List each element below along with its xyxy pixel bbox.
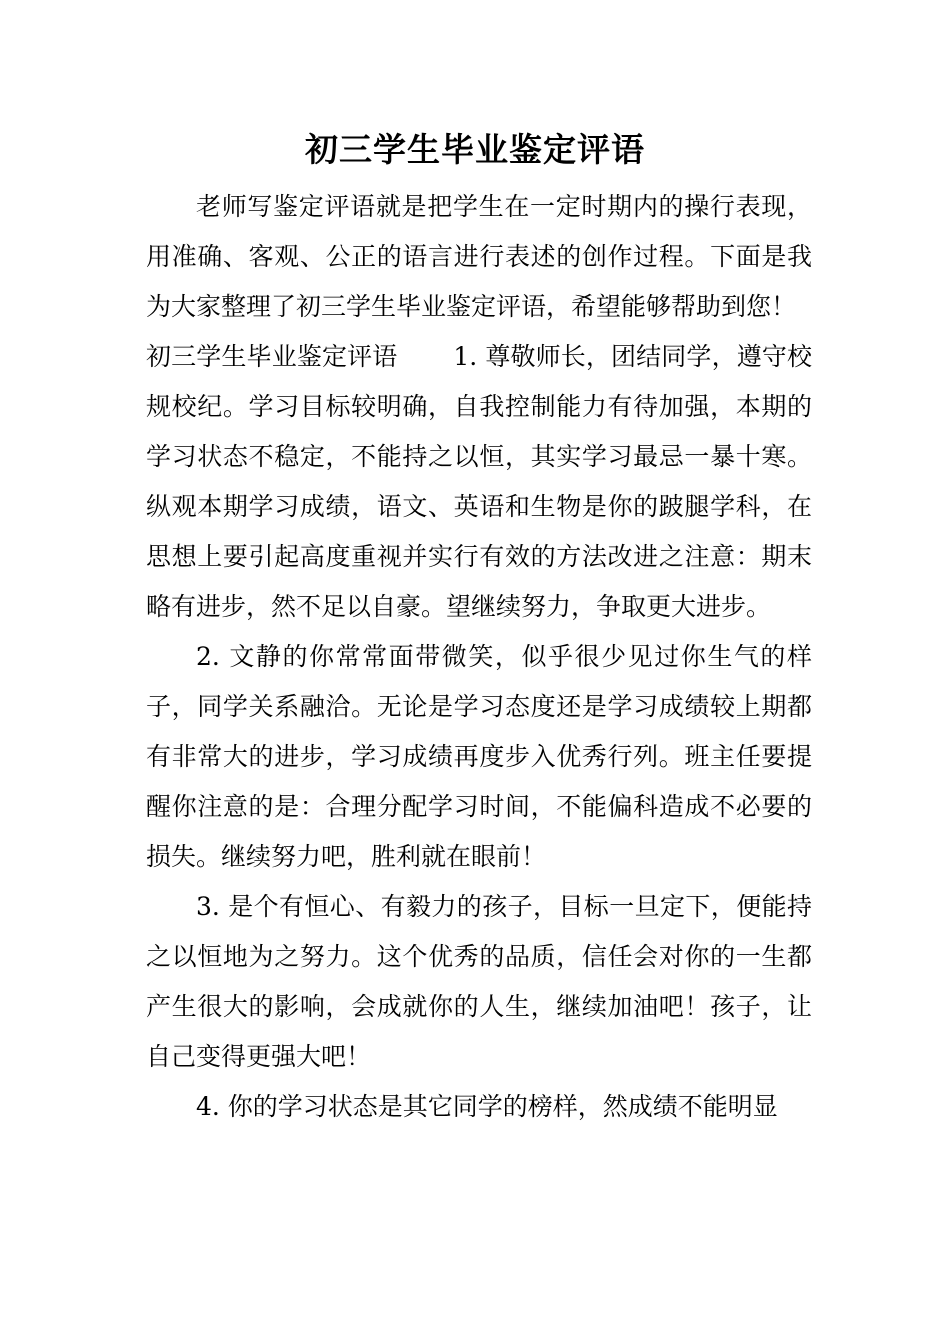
comment-item-4: 4. 你的学习状态是其它同学的榜样，然成绩不能明显: [196, 1092, 778, 1121]
section-heading: 初三学生毕业鉴定评语: [146, 342, 398, 371]
comment-item-3: 3. 是个有恒心、有毅力的孩子，目标一旦定下，便能持之以恒地为之努力。这个优秀的品质，信任会对你的一生都产生很大的影响，会成就你的人生，继续加油吧！孩子，让自己变得更强大吧！: [146, 892, 812, 1071]
intro-paragraph: 老师写鉴定评语就是把学生在一定时期内的操行表现，用准确、客观、公正的语言进行表述的创作过程。下面是我为大家整理了初三学生毕业鉴定评语，希望能够帮助到您！: [146, 192, 812, 321]
document-title: 初三学生毕业鉴定评语: [305, 130, 645, 169]
comment-item-2: 2. 文静的你常常面带微笑，似乎很少见过你生气的样子，同学关系融洽。无论是学习态度还是学习成绩较上期都有非常大的进步，学习成绩再度步入优秀行列。班主任要提醒你注意的是：合理分配学习时间，不能偏科造成不必要的损失。继续努力吧，胜利就在眼前！: [146, 642, 812, 871]
comment-item-1: 1. 尊敬师长，团结同学，遵守校规校纪。学习目标较明确，自我控制能力有待加强，本期的学习状态不稳定，不能持之以恒，其实学习最忌一暴十寒。纵观本期学习成绩，语文、英语和生物是你的跛腿学科，在思想上要引起高度重视并实行有效的方法改进之注意：期末略有进步，然不足以自豪。望继续努力，争取更大进步。: [146, 342, 812, 621]
section-paragraph: [146, 332, 812, 632]
document-body: [146, 182, 812, 1132]
